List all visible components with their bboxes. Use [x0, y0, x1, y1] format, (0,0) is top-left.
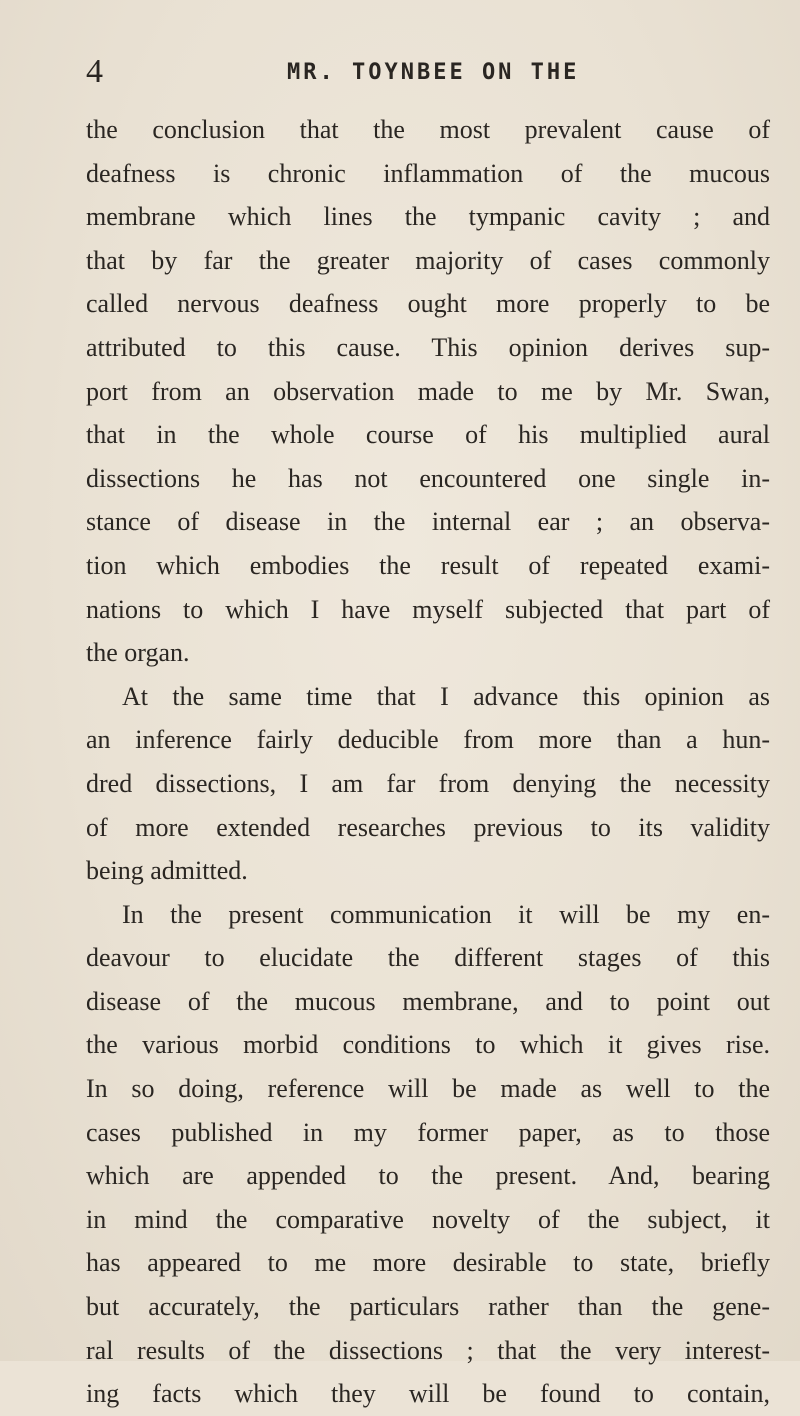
text-line: an inference fairly deducible from more than a hun-: [86, 725, 770, 755]
text-line: that in the whole course of his multiplied aural: [86, 420, 770, 450]
text-line: which are appended to the present. And, bearing: [86, 1161, 770, 1191]
text-line: nations to which I have myself subjected that part of: [86, 594, 770, 624]
text-line: dissections he has not encountered one single in-: [86, 463, 770, 493]
text-line: the organ.: [86, 638, 190, 668]
body-text: [86, 108, 770, 1416]
text-line: in mind the comparative novelty of the subject, it: [86, 1204, 770, 1234]
running-head: MR. TOYNBEE ON THE: [287, 60, 580, 85]
text-line: dred dissections, I am far from denying the necessity: [86, 768, 770, 798]
text-line: At the same time that I advance this opinion as: [122, 681, 770, 711]
text-line: ral results of the dissections ; that the very interest-: [86, 1335, 770, 1365]
text-line: deavour to elucidate the different stages of this: [86, 943, 770, 973]
text-line: deafness is chronic inflammation of the mucous: [86, 158, 770, 188]
text-line: but accurately, the particulars rather than the gene-: [86, 1292, 770, 1322]
text-line: membrane which lines the tympanic cavity ; and: [86, 202, 770, 232]
text-line: port from an observation made to me by Mr. Swan,: [86, 376, 770, 406]
text-line: attributed to this cause. This opinion derives sup-: [86, 332, 770, 362]
text-line: cases published in my former paper, as to those: [86, 1117, 770, 1147]
text-line: stance of disease in the internal ear ; an observa-: [86, 507, 770, 537]
page-header: [0, 52, 800, 92]
text-line: tion which embodies the result of repeated exami-: [86, 550, 770, 580]
text-line: In so doing, reference will be made as well to the: [86, 1074, 770, 1104]
text-line: disease of the mucous membrane, and to point out: [86, 986, 770, 1016]
text-line: called nervous deafness ought more properly to be: [86, 289, 770, 319]
text-line: ing facts which they will be found to contain,: [86, 1379, 770, 1409]
page-number: 4: [86, 53, 103, 90]
text-line: In the present communication it will be my en-: [122, 899, 770, 929]
text-line: has appeared to me more desirable to state, briefly: [86, 1248, 770, 1278]
text-line: of more extended researches previous to its validity: [86, 812, 770, 842]
text-line: being admitted.: [86, 856, 248, 886]
text-line: the conclusion that the most prevalent cause of: [86, 115, 770, 144]
text-line: that by far the greater majority of cases commonly: [86, 245, 770, 275]
text-line: the various morbid conditions to which it gives rise.: [86, 1030, 770, 1060]
